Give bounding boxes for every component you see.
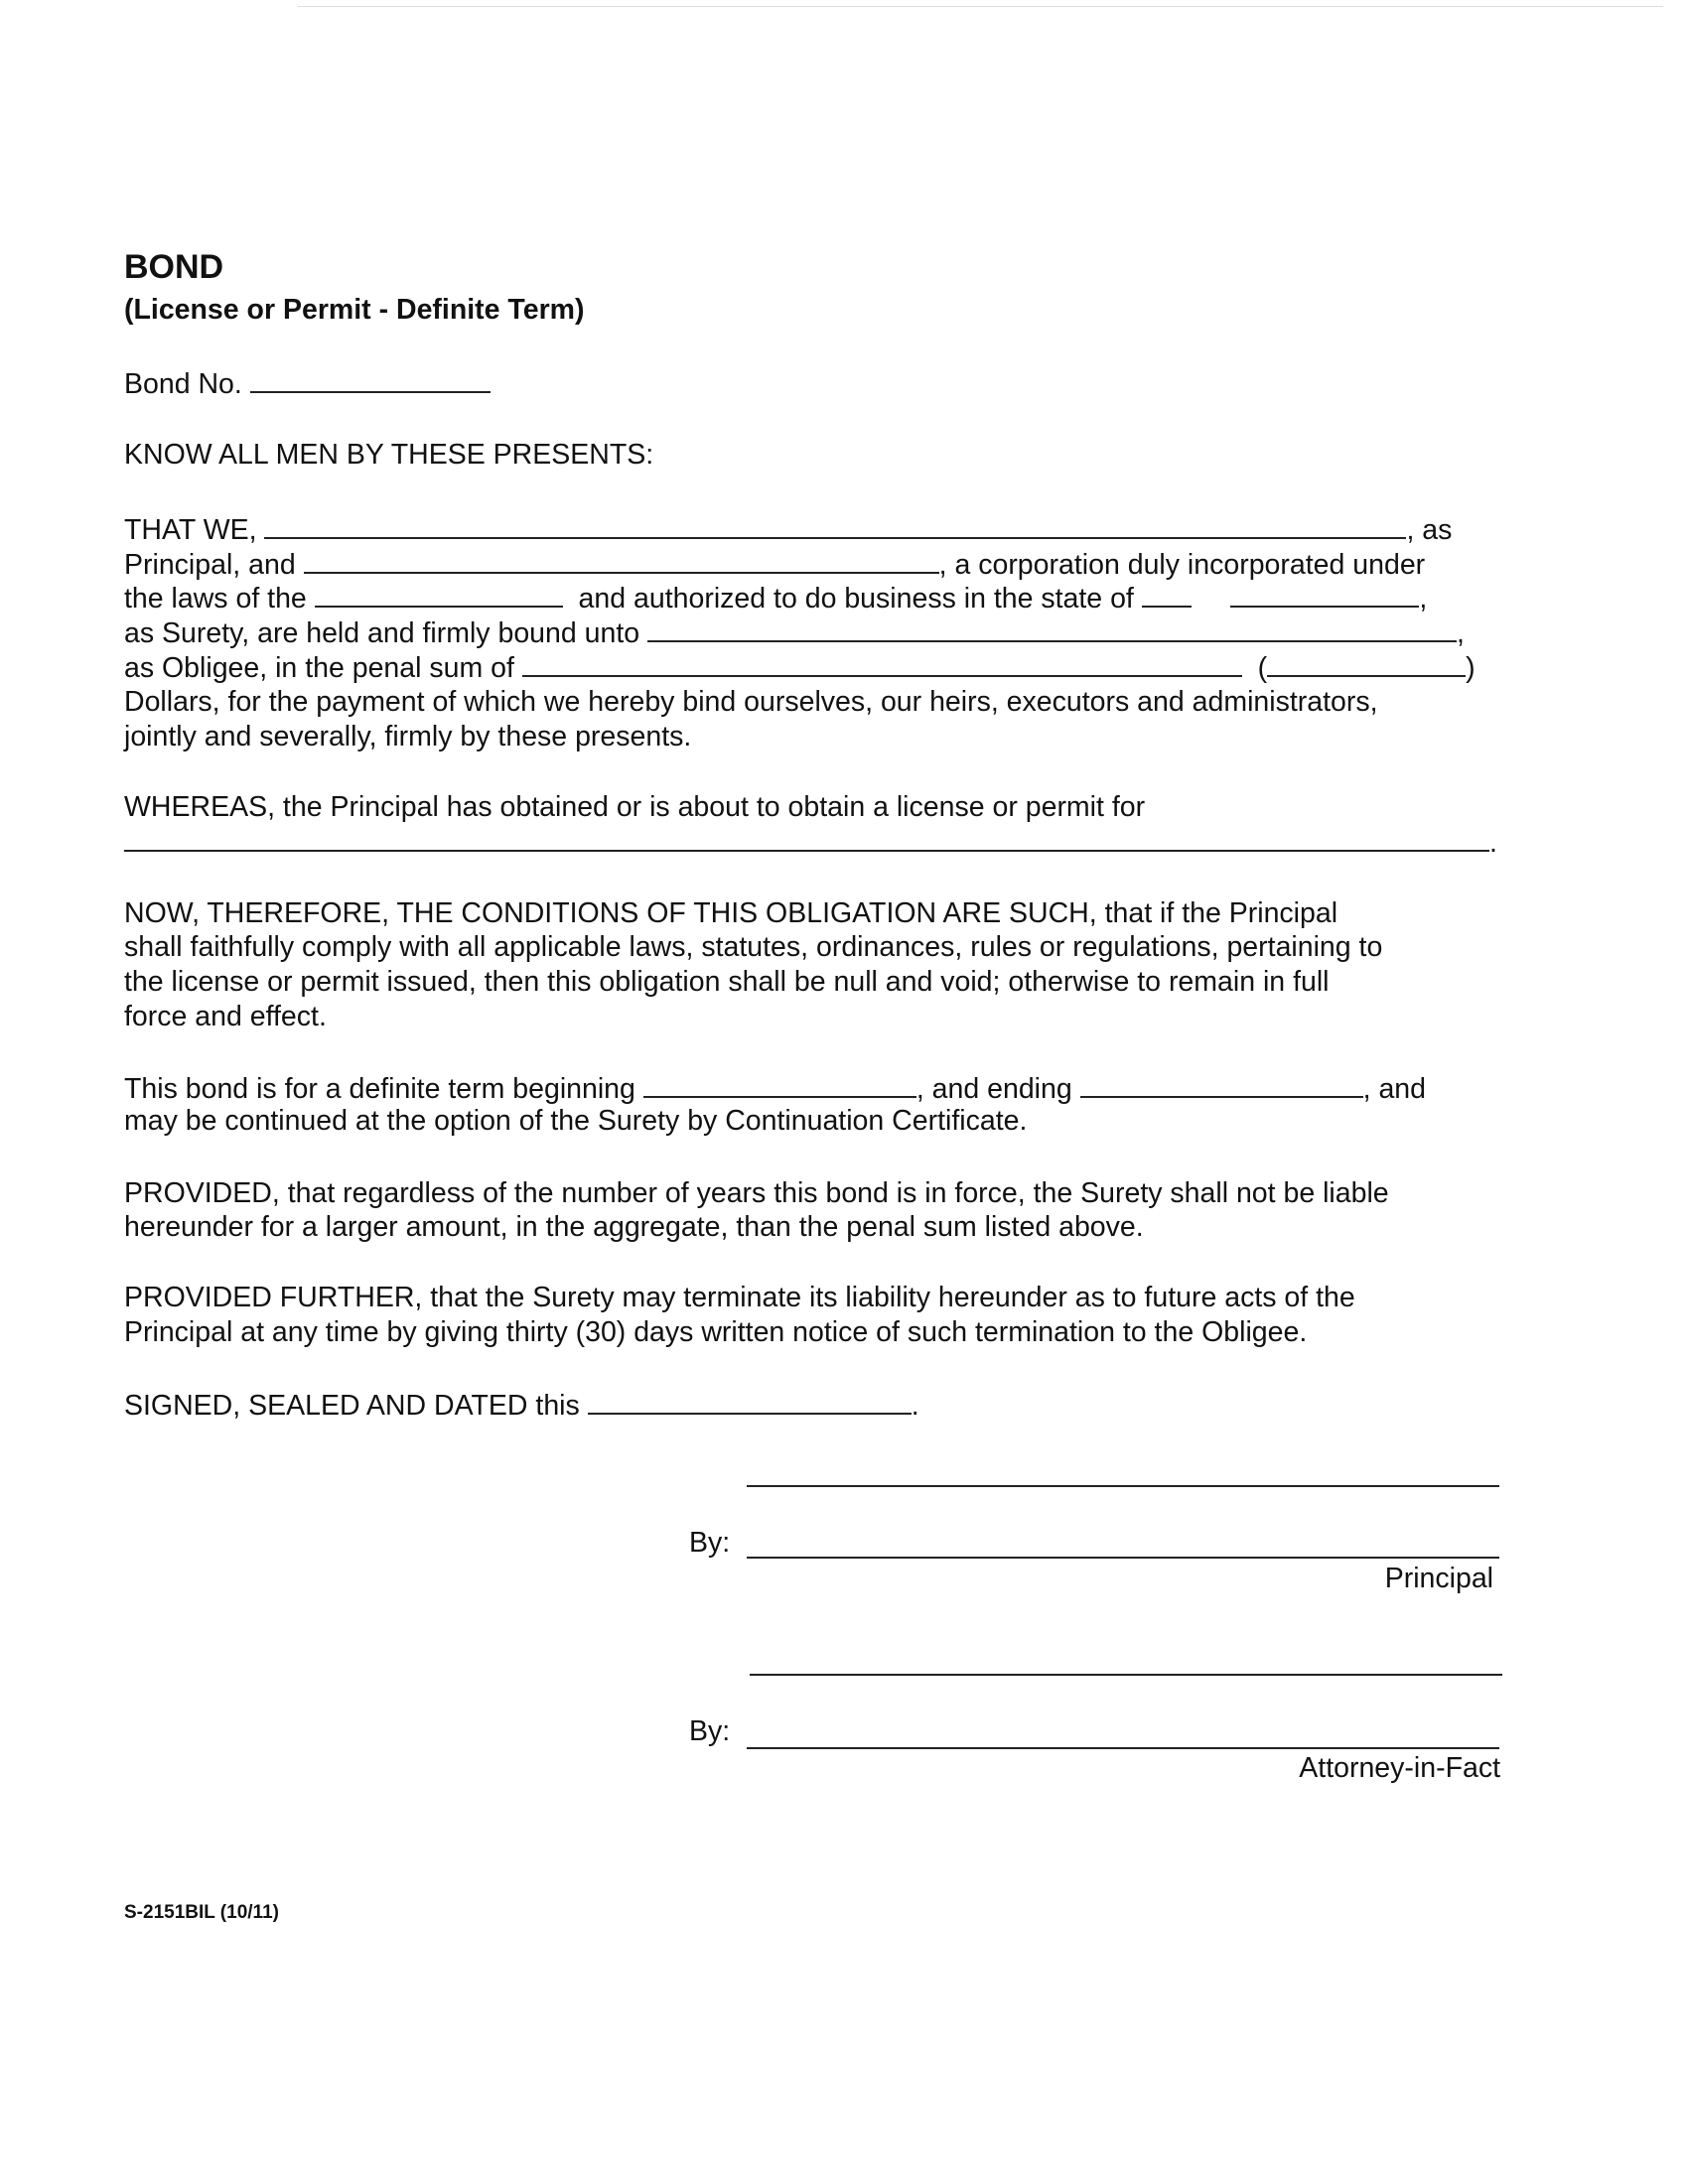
now-line2: shall faithfully comply with all applicable laws, statutes, ordinances, rules or regulations, pertaining to: [124, 931, 1383, 963]
document-subtitle: (License or Permit - Definite Term): [124, 294, 585, 326]
penal-sum-amount-field[interactable]: [1267, 649, 1466, 677]
provided-further-line1: PROVIDED FURTHER, that the Surety may terminate its liability hereunder as to future acts of the: [124, 1282, 1355, 1313]
provided-line2: hereunder for a larger amount, in the aggregate, than the penal sum listed above.: [124, 1211, 1144, 1243]
attorney-signature-line[interactable]: [747, 1747, 1499, 1749]
surety-name-field[interactable]: [304, 546, 939, 574]
signed-line: SIGNED, SEALED AND DATED this .: [124, 1387, 919, 1423]
p1-line1: THAT WE, , as: [124, 511, 1452, 547]
business-state-field-a[interactable]: [1142, 580, 1192, 608]
provided-further-line2: Principal at any time by giving thirty (30) days written notice of such termination to the Obligee.: [124, 1316, 1308, 1348]
now-line4: force and effect.: [124, 1001, 327, 1032]
principal-signature-line[interactable]: [747, 1557, 1499, 1559]
signed-date-field[interactable]: [588, 1387, 912, 1415]
now-line1: NOW, THEREFORE, THE CONDITIONS OF THIS OBLIGATION ARE SUCH, that if the Principal: [124, 897, 1338, 929]
term-begin-field[interactable]: [643, 1070, 916, 1098]
obligee-field[interactable]: [647, 614, 1457, 642]
p1-line4: as Surety, are held and firmly bound unto ,: [124, 614, 1465, 650]
now-line3: the license or permit issued, then this obligation shall be null and void; otherwise to remain in full: [124, 966, 1330, 998]
scan-artifact-line: [298, 6, 1663, 7]
p1-line3: the laws of the and authorized to do business in the state of ,: [124, 580, 1427, 615]
p1-line7: jointly and severally, firmly by these presents.: [124, 721, 692, 752]
whereas-blank-line: .: [124, 824, 1497, 860]
principal-caption: Principal: [1384, 1563, 1493, 1594]
license-purpose-field[interactable]: [124, 824, 1489, 852]
penal-sum-words-field[interactable]: [522, 649, 1242, 677]
bond-no-label: Bond No.: [124, 368, 242, 400]
term-line1: This bond is for a definite term beginning , and ending , and: [124, 1070, 1426, 1106]
by-label-attorney: By:: [689, 1715, 731, 1747]
by-label-principal: By:: [689, 1527, 731, 1559]
document-title: BOND: [124, 248, 224, 286]
principal-name-field[interactable]: [264, 511, 1406, 539]
term-end-field[interactable]: [1080, 1070, 1363, 1098]
term-line2: may be continued at the option of the Surety by Continuation Certificate.: [124, 1105, 1028, 1137]
know-all-heading: KNOW ALL MEN BY THESE PRESENTS:: [124, 439, 654, 471]
bond-no-field[interactable]: [250, 365, 491, 393]
whereas-line: WHEREAS, the Principal has obtained or is about to obtain a license or permit for: [124, 791, 1146, 823]
p1-line5: as Obligee, in the penal sum of ( ): [124, 649, 1476, 685]
p1-line2: Principal, and , a corporation duly incorporated under: [124, 546, 1425, 582]
surety-name-signature-line[interactable]: [750, 1674, 1502, 1676]
principal-name-signature-line[interactable]: [747, 1485, 1499, 1487]
p1-line6: Dollars, for the payment of which we hereby bind ourselves, our heirs, executors and administrators,: [124, 686, 1378, 718]
bond-no-line: [124, 365, 491, 401]
attorney-in-fact-caption: Attorney-in-Fact: [1299, 1752, 1500, 1784]
business-state-field[interactable]: [1230, 580, 1419, 608]
incorporation-state-field[interactable]: [315, 580, 563, 608]
provided-line1: PROVIDED, that regardless of the number of years this bond is in force, the Surety shall not be liable: [124, 1177, 1389, 1209]
form-number: S-2151BIL (10/11): [124, 1902, 279, 1923]
